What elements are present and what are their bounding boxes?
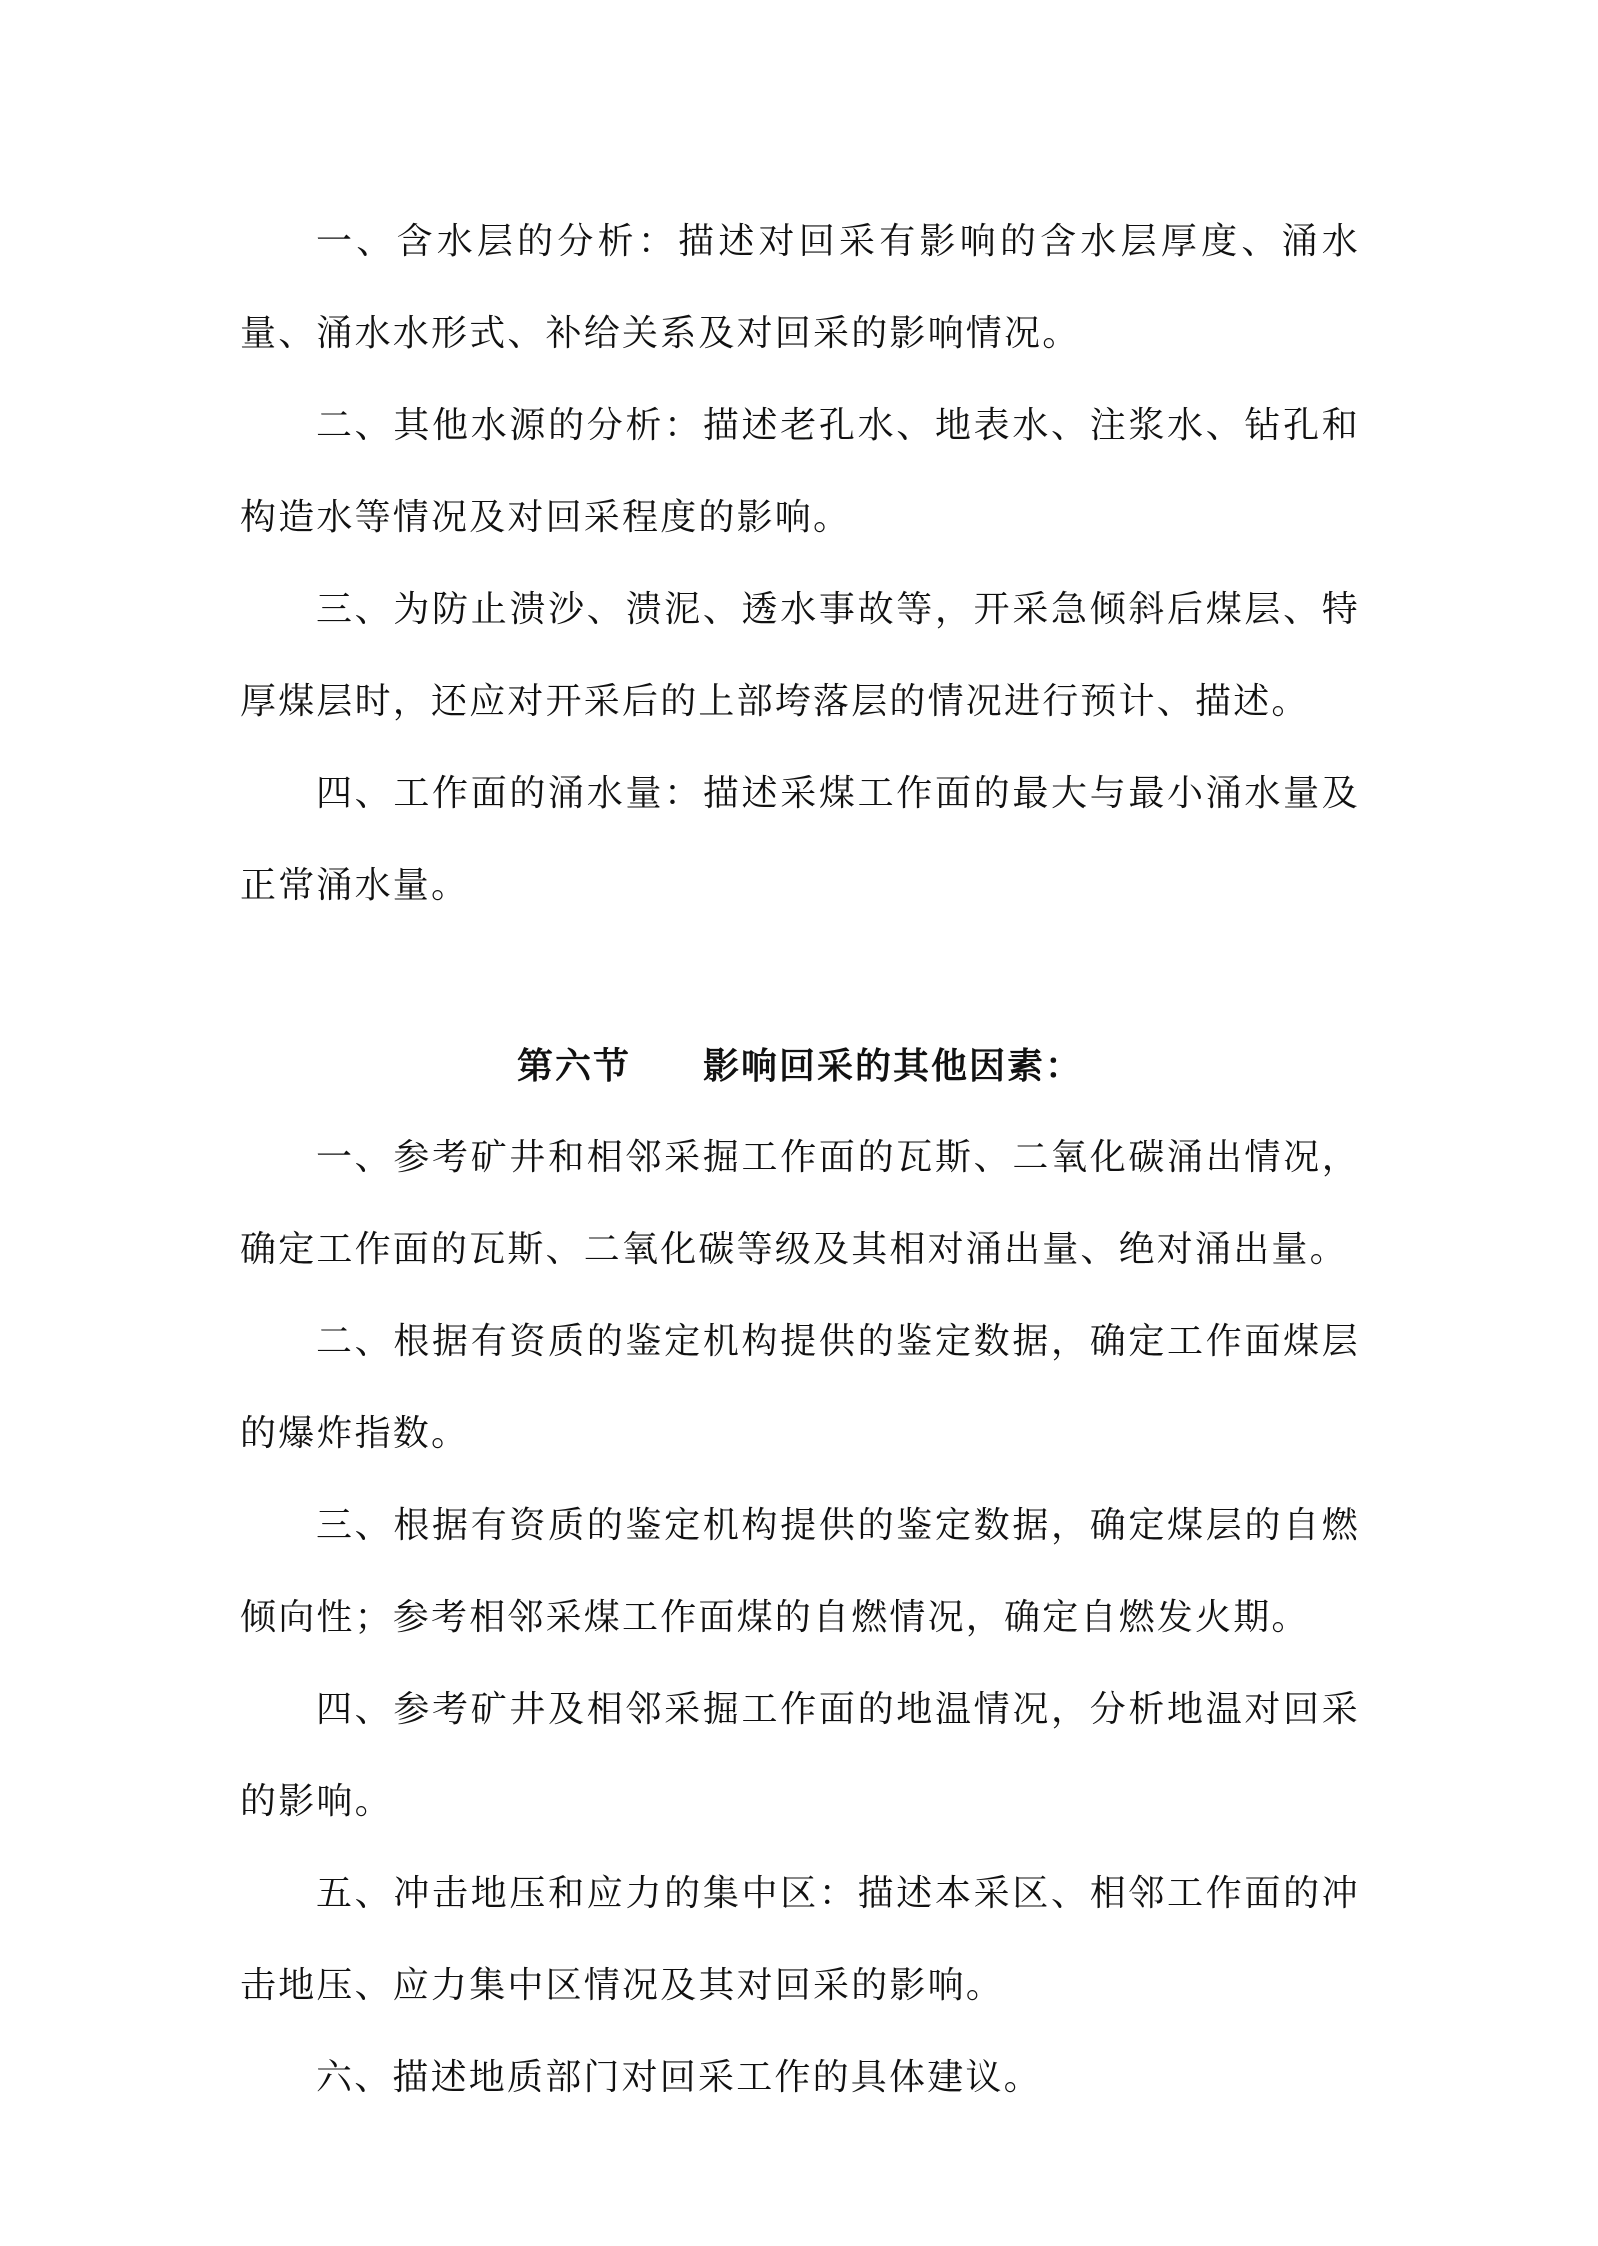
water-item-1: 一、含水层的分析：描述对回采有影响的含水层厚度、涌水量、涌水水形式、补给关系及对回采的影响情况。	[240, 221, 1360, 354]
water-item-3: 三、为防止溃沙、溃泥、透水事故等，开采急倾斜后煤层、特厚煤层时，还应对开采后的上部垮落层的情况进行预计、描述。	[240, 589, 1360, 722]
factor-item-5: 五、冲击地压和应力的集中区：描述本采区、相邻工作面的冲击地压、应力集中区情况及其对回采的影响。	[240, 1873, 1360, 2006]
factor-item-4: 四、参考矿井及相邻采掘工作面的地温情况，分析地温对回采的影响。	[240, 1689, 1360, 1822]
water-item-4: 四、工作面的涌水量：描述采煤工作面的最大与最小涌水量及正常涌水量。	[240, 773, 1360, 906]
factor-item-2: 二、根据有资质的鉴定机构提供的鉴定数据，确定工作面煤层的爆炸指数。	[240, 1321, 1360, 1454]
water-item-2: 二、其他水源的分析：描述老孔水、地表水、注浆水、钻孔和构造水等情况及对回采程度的影响。	[240, 405, 1360, 538]
factor-item-6: 六、描述地质部门对回采工作的具体建议。	[316, 2057, 1042, 2098]
document-body	[240, 196, 1360, 2124]
factor-item-1: 一、参考矿井和相邻采掘工作面的瓦斯、二氧化碳涌出情况，确定工作面的瓦斯、二氧化碳等级及其相对涌出量、绝对涌出量。	[240, 1137, 1360, 1270]
section-title: 影响回采的其他因素：	[703, 1045, 1084, 1087]
factor-item-3: 三、根据有资质的鉴定机构提供的鉴定数据，确定煤层的自燃倾向性；参考相邻采煤工作面煤的自燃情况，确定自燃发火期。	[240, 1505, 1360, 1638]
section-number: 第六节	[516, 1045, 631, 1087]
section-heading	[240, 1020, 1360, 1112]
